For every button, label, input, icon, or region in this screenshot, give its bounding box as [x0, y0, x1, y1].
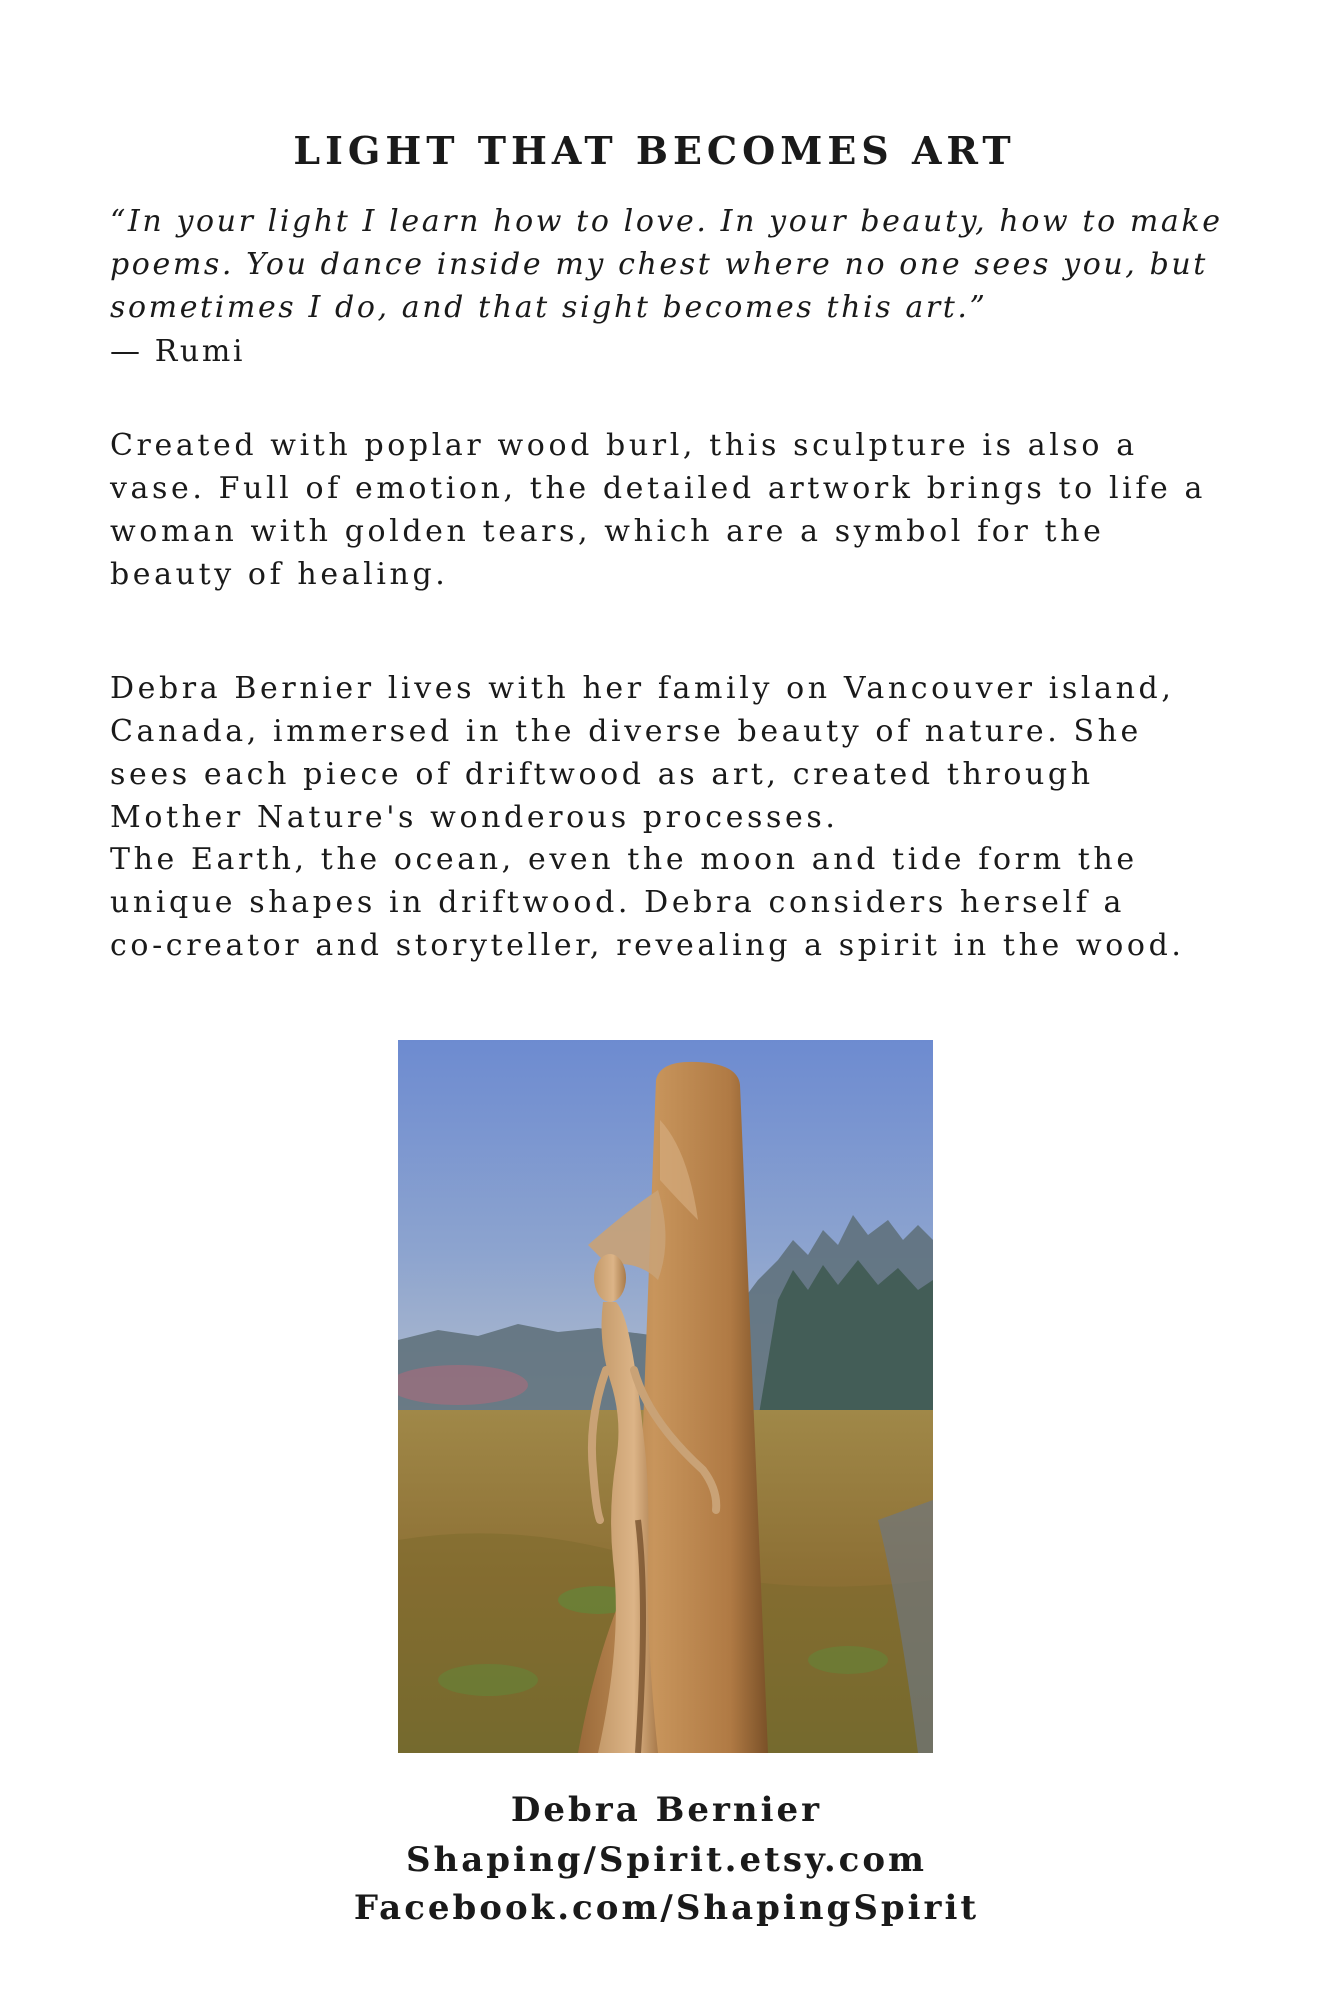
- sculpture-description: [110, 424, 1310, 596]
- quote-line: sometimes I do, and that sight becomes this art.”: [110, 290, 988, 325]
- paragraph-line: The Earth, the ocean, even the moon and tide form the: [110, 842, 1138, 877]
- paragraph-line: unique shapes in driftwood. Debra considers herself a: [110, 885, 1126, 920]
- artist-bio: [110, 667, 1310, 839]
- artist-name: Debra Bernier: [510, 1790, 823, 1830]
- quote-attribution: — Rumi: [110, 334, 246, 369]
- rumi-quote: [110, 200, 1290, 329]
- artist-philosophy: [110, 838, 1310, 967]
- paragraph-line: Mother Nature's wonderous processes.: [110, 800, 839, 835]
- etsy-link[interactable]: Shaping/Spirit.etsy.com: [405, 1840, 928, 1880]
- paragraph-line: Canada, immersed in the diverse beauty of nature. She: [110, 714, 1142, 749]
- sculpture-photo: [398, 1040, 933, 1753]
- paragraph-line: vase. Full of emotion, the detailed artwork brings to life a: [110, 471, 1207, 506]
- paragraph-line: woman with golden tears, which are a symbol for the: [110, 514, 1105, 549]
- facebook-link[interactable]: Facebook.com/ShapingSpirit: [353, 1888, 980, 1928]
- paragraph-line: Created with poplar wood burl, this sculpture is also a: [110, 428, 1138, 463]
- paragraph-line: sees each piece of driftwood as art, created through: [110, 757, 1094, 792]
- page-title: LIGHT THAT BECOMES ART: [293, 128, 1016, 173]
- paragraph-line: Debra Bernier lives with her family on Vancouver island,: [110, 671, 1175, 706]
- quote-line: poems. You dance inside my chest where no one sees you, but: [110, 247, 1208, 282]
- quote-line: “In your light I learn how to love. In your beauty, how to make: [110, 204, 1223, 239]
- paragraph-line: co-creator and storyteller, revealing a spirit in the wood.: [110, 928, 1185, 963]
- paragraph-line: beauty of healing.: [110, 557, 449, 592]
